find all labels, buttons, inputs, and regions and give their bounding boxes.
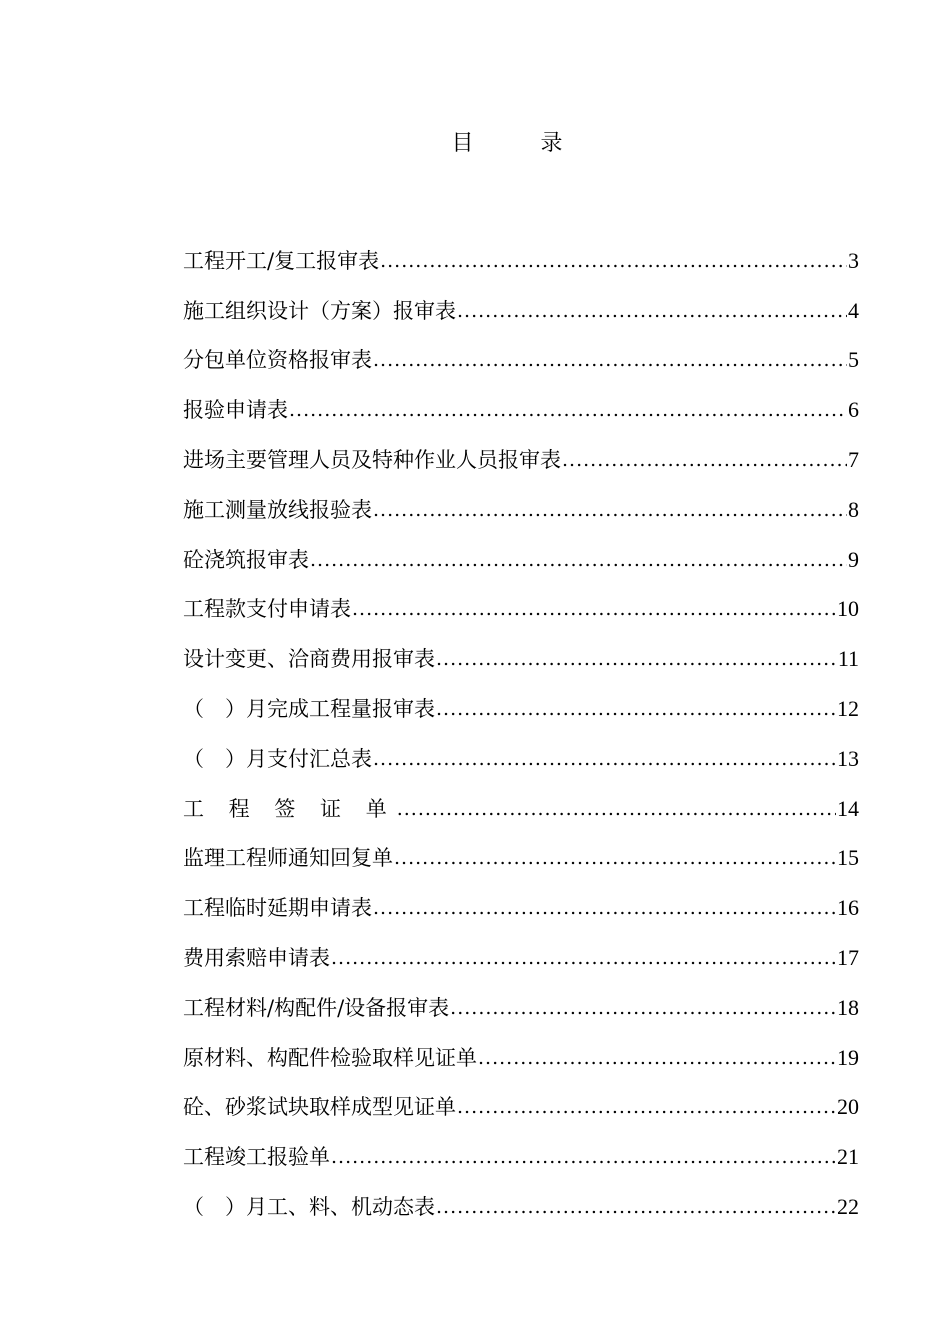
toc-dot-leader	[373, 893, 836, 923]
toc-entry-label: 施工组织设计（方案）报审表	[183, 298, 456, 323]
toc-entry[interactable]	[183, 774, 859, 824]
toc-page-number: 16	[837, 895, 859, 921]
toc-dot-leader	[457, 1092, 836, 1122]
toc-entry-label: 设计变更、洽商费用报审表	[183, 647, 435, 672]
toc-dot-leader	[436, 694, 836, 724]
toc-dot-leader	[310, 545, 847, 575]
toc-entry[interactable]	[183, 375, 859, 425]
toc-page-number: 12	[837, 695, 859, 721]
toc-entry[interactable]	[183, 1122, 859, 1172]
toc-entry-label: 监理工程师通知回复单	[183, 846, 393, 871]
toc-entry[interactable]	[183, 724, 859, 774]
toc-page-number: 21	[837, 1144, 859, 1170]
toc-entry-label: 工程开工/复工报审表	[183, 248, 380, 273]
toc-entry-label: （ ）月完成工程量报审表	[183, 696, 435, 721]
toc-entry-label: 费用索赔申请表	[183, 945, 330, 970]
toc-entry[interactable]	[183, 873, 859, 923]
toc-dot-leader	[373, 345, 847, 375]
toc-page-number: 18	[837, 994, 859, 1020]
toc-entry[interactable]	[183, 674, 859, 724]
toc-dot-leader	[373, 744, 836, 774]
toc-entry-label: 砼、砂浆试块取样成型见证单	[183, 1095, 456, 1120]
toc-entry-label: 分包单位资格报审表	[183, 348, 372, 373]
toc-entry-label: 工程款支付申请表	[183, 597, 351, 622]
toc-entry[interactable]	[183, 1172, 859, 1222]
toc-page-number: 5	[848, 347, 859, 373]
toc-entry[interactable]	[183, 1023, 859, 1073]
toc-entry-label: 工程材料/构配件/设备报审表	[183, 995, 450, 1020]
toc-dot-leader	[562, 445, 847, 475]
toc-page-number: 14	[837, 795, 859, 821]
toc-entry-label: 工 程 签 证 单	[183, 796, 396, 821]
toc-entry[interactable]	[183, 624, 859, 674]
toc-entry-label: 进场主要管理人员及特种作业人员报审表	[183, 447, 561, 472]
toc-page-number: 17	[837, 944, 859, 970]
toc-page-number: 22	[837, 1193, 859, 1219]
toc-dot-leader	[478, 1043, 836, 1073]
toc-dot-leader	[397, 794, 836, 824]
toc-entry[interactable]	[183, 824, 859, 874]
toc-page-number: 9	[848, 546, 859, 572]
toc-entry-label: 工程竣工报验单	[183, 1145, 330, 1170]
toc-list	[183, 226, 859, 1222]
toc-entry[interactable]	[183, 575, 859, 625]
toc-page-number: 20	[837, 1094, 859, 1120]
toc-page-number: 13	[837, 745, 859, 771]
toc-entry[interactable]	[183, 1073, 859, 1123]
toc-entry-label: （ ）月支付汇总表	[183, 746, 372, 771]
toc-dot-leader	[373, 495, 847, 525]
toc-dot-leader	[289, 395, 847, 425]
toc-dot-leader	[352, 594, 836, 624]
toc-page-number: 19	[837, 1044, 859, 1070]
toc-page-number: 15	[837, 845, 859, 871]
toc-title: 目 录	[451, 131, 593, 156]
toc-dot-leader	[380, 246, 847, 276]
toc-dot-leader	[450, 993, 836, 1023]
toc-entry[interactable]	[183, 525, 859, 575]
toc-entry-label: （ ）月工、料、机动态表	[183, 1194, 435, 1219]
toc-entry[interactable]	[183, 326, 859, 376]
toc-page-number: 11	[837, 646, 859, 672]
toc-page-number: 6	[848, 397, 859, 423]
toc-entry-label: 砼浇筑报审表	[183, 547, 309, 572]
toc-page-number: 10	[837, 596, 859, 622]
toc-page-number: 3	[848, 247, 859, 273]
toc-entry-label: 报验申请表	[183, 398, 288, 423]
toc-dot-leader	[436, 1192, 836, 1222]
toc-entry[interactable]	[183, 973, 859, 1023]
toc-entry-label: 施工测量放线报验表	[183, 497, 372, 522]
toc-entry-label: 原材料、构配件检验取样见证单	[183, 1045, 477, 1070]
toc-dot-leader	[436, 644, 837, 674]
toc-entry[interactable]	[183, 276, 859, 326]
toc-dot-leader	[331, 1142, 836, 1172]
toc-dot-leader	[331, 943, 836, 973]
toc-entry-label: 工程临时延期申请表	[183, 896, 372, 921]
toc-page-number: 7	[848, 446, 859, 472]
toc-entry[interactable]	[183, 923, 859, 973]
toc-dot-leader	[457, 296, 847, 326]
toc-page-number: 8	[848, 496, 859, 522]
toc-entry[interactable]	[183, 226, 859, 276]
toc-dot-leader	[394, 843, 836, 873]
toc-entry[interactable]	[183, 425, 859, 475]
toc-entry[interactable]	[183, 475, 859, 525]
toc-page-number: 4	[848, 297, 859, 323]
